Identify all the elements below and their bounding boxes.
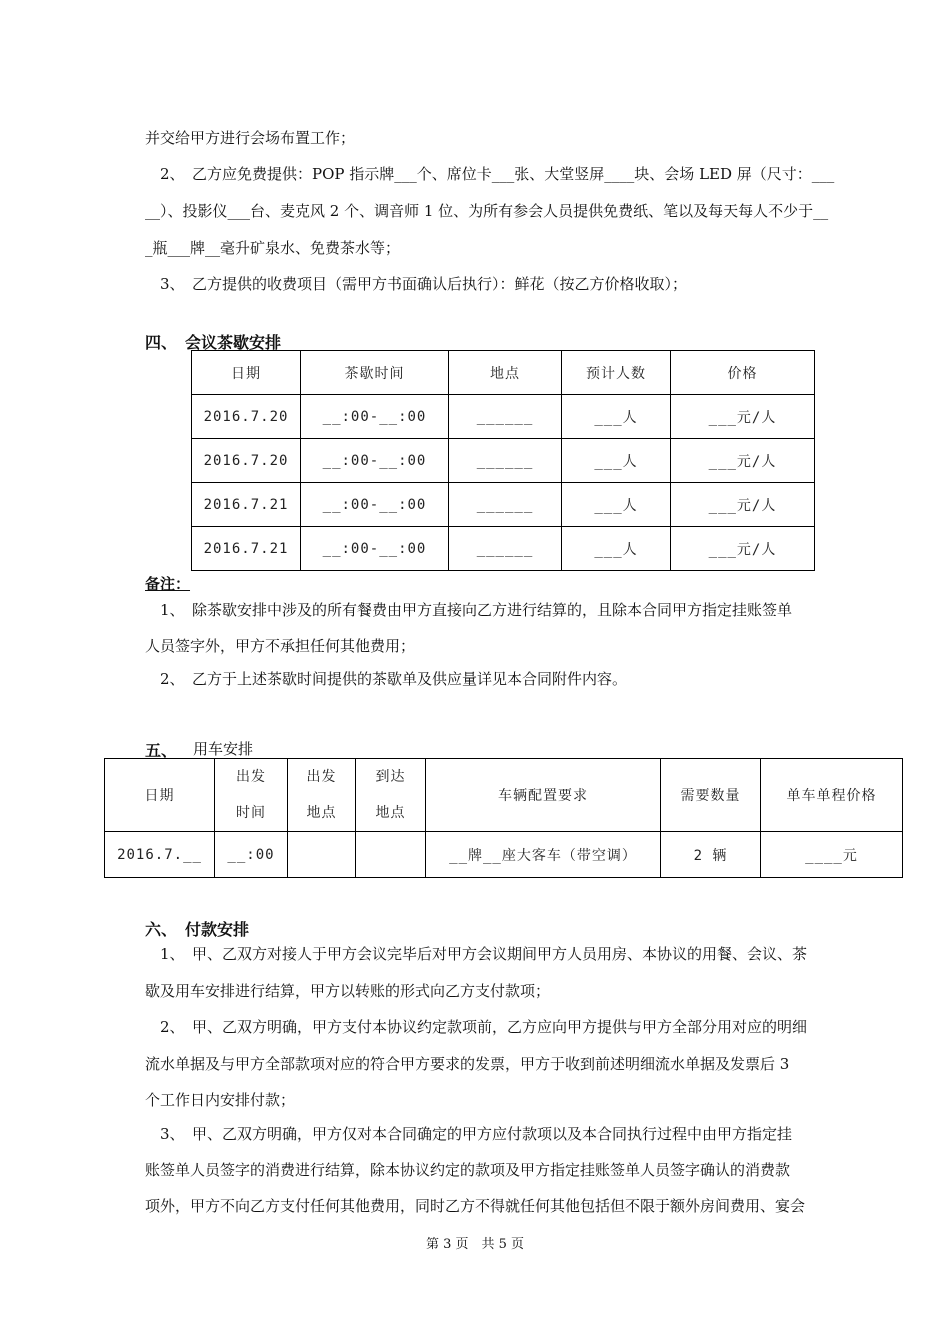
section5-heading-number: 五、 [145,741,178,760]
header-count: 预计人数 [562,351,671,395]
header-arrive-place-line1: 到达 [375,769,406,785]
header-date: 日期 [192,351,301,395]
header-place: 地点 [449,351,562,395]
cell-place: ______ [449,527,562,571]
header-depart-place [288,759,356,832]
header-arrive-place-line2: 地点 [375,805,406,821]
note-label: 备注： [145,575,191,593]
section6-p1-line1: 1、 甲、乙双方对接人于甲方会议完毕后对甲方会议期间甲方人员用房、本协议的用餐、会议、茶 [160,945,808,963]
section5-heading-text: 用车安排 [193,740,254,758]
section6-p3-line1: 3、 甲、乙双方明确，甲方仅对本合同确定的甲方应付款项以及本合同执行过程中由甲方指定挂 [160,1125,793,1143]
table-row [192,527,815,571]
section3-item2-line2: __）、投影仪___台、麦克风 2 个、调音师 1 位、为所有参会人员提供免费纸、笔以及每天每人不少于__ [145,202,829,220]
cell-vehicle: __牌__座大客车（带空调） [426,832,661,878]
header-depart-time-line1: 出发 [236,769,266,785]
cell-date: 2016.7.21 [192,483,301,527]
cell-date: 2016.7.21 [192,527,301,571]
cell-price: ___元/人 [671,483,815,527]
header-quantity: 需要数量 [661,759,761,832]
table-row [192,395,815,439]
header-depart-place-line2: 地点 [306,805,337,821]
header-price: 单车单程价格 [761,759,903,832]
note2: 2、 乙方于上述茶歇时间提供的茶歇单及供应量详见本合同附件内容。 [160,670,628,688]
section3-item2-line3: _瓶___牌__毫升矿泉水、免费茶水等； [145,239,401,257]
section3-item2-line1: 2、 乙方应免费提供：POP 指示牌___个、席位卡___张、大堂竖屏____块、会场 LED 屏（尺寸：___ [160,165,835,183]
cell-depart [288,832,356,878]
section6-p3-line2: 账签单人员签字的消费进行结算，除本协议约定的款项及甲方指定挂账签单人员签字确认的消费款 [145,1161,791,1179]
table-header-row [105,759,903,832]
cell-count: ___人 [562,439,671,483]
cell-quantity: 2 辆 [661,832,761,878]
cell-arrive [356,832,426,878]
cell-time: __:00-__:00 [301,439,449,483]
cell-time: __:00-__:00 [301,527,449,571]
cell-place: ______ [449,483,562,527]
header-arrive-place [356,759,426,832]
cell-price: ___元/人 [671,527,815,571]
header-price: 价格 [671,351,815,395]
section6-heading: 六、 付款安排 [145,920,250,939]
header-depart-time [215,759,288,832]
header-vehicle: 车辆配置要求 [426,759,661,832]
section6-p1-line2: 歇及用车安排进行结算，甲方以转账的形式向乙方支付款项； [145,982,551,1000]
section3-item3: 3、 乙方提供的收费项目（需甲方书面确认后执行）：鲜花（按乙方价格收取）； [160,275,688,293]
page-footer: 第 3 页 共 5 页 [425,1237,525,1252]
cell-count: ___人 [562,395,671,439]
vehicle-table [104,758,903,878]
cell-time: __:00 [215,832,288,878]
section3-line1: 并交给甲方进行会场布置工作； [145,129,356,147]
header-depart-time-line2: 时间 [236,805,266,821]
cell-date: 2016.7.__ [105,832,215,878]
section6-p2-line1: 2、 甲、乙双方明确，甲方支付本协议约定款项前，乙方应向甲方提供与甲方全部分用对应的明细 [160,1018,808,1036]
table-row [192,483,815,527]
section4-heading: 四、 会议茶歇安排 [145,333,282,352]
cell-time: __:00-__:00 [301,483,449,527]
table-row [105,832,903,878]
table-row [192,439,815,483]
cell-count: ___人 [562,483,671,527]
note1-line1: 1、 除茶歇安排中涉及的所有餐费由甲方直接向乙方进行结算的，且除本合同甲方指定挂账签单 [160,601,793,619]
note1-line2: 人员签字外，甲方不承担任何其他费用； [145,637,416,655]
header-date: 日期 [105,759,215,832]
cell-price: ____元 [761,832,903,878]
cell-place: ______ [449,439,562,483]
cell-time: __:00-__:00 [301,395,449,439]
cell-price: ___元/人 [671,439,815,483]
table-header-row [192,351,815,395]
section6-p2-line3: 个工作日内安排付款； [145,1091,296,1109]
section6-p3-line3: 项外，甲方不向乙方支付任何其他费用，同时乙方不得就任何其他包括但不限于额外房间费用、宴会 [145,1197,806,1215]
cell-price: ___元/人 [671,395,815,439]
header-depart-place-line1: 出发 [306,769,337,785]
cell-count: ___人 [562,527,671,571]
cell-date: 2016.7.20 [192,439,301,483]
cell-place: ______ [449,395,562,439]
tea-break-table [191,350,815,571]
header-time: 茶歇时间 [301,351,449,395]
section6-p2-line2: 流水单据及与甲方全部款项对应的符合甲方要求的发票，甲方于收到前述明细流水单据及发票后 3 [145,1055,790,1073]
cell-date: 2016.7.20 [192,395,301,439]
